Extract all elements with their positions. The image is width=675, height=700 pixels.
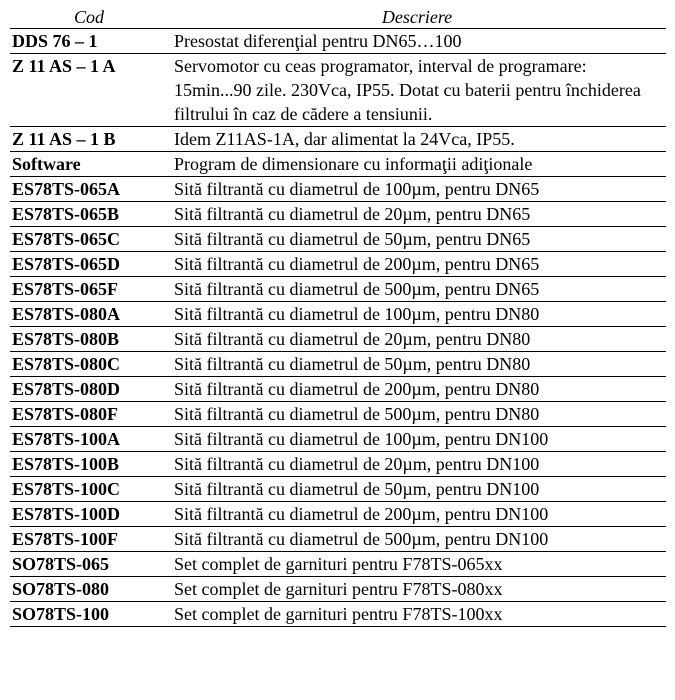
cell-description: Sită filtrantă cu diametrul de 500µm, pentru DN80: [168, 402, 666, 427]
accessories-table-container: [10, 6, 666, 627]
table-row: [10, 177, 666, 202]
cell-description: Sită filtrantă cu diametrul de 100µm, pentru DN80: [168, 302, 666, 327]
table-row: [10, 402, 666, 427]
table-row: [10, 227, 666, 252]
cell-code: SO78TS-065: [10, 552, 168, 577]
table-row: [10, 477, 666, 502]
cell-description: Sită filtrantă cu diametrul de 200µm, pentru DN80: [168, 377, 666, 402]
table-row: [10, 202, 666, 227]
cell-description: Sită filtrantă cu diametrul de 500µm, pentru DN65: [168, 277, 666, 302]
column-header-description: Descriere: [168, 6, 666, 29]
table-row: [10, 252, 666, 277]
cell-code: ES78TS-065F: [10, 277, 168, 302]
cell-code: ES78TS-080F: [10, 402, 168, 427]
cell-description: Sită filtrantă cu diametrul de 500µm, pentru DN100: [168, 527, 666, 552]
cell-description: Set complet de garnituri pentru F78TS-065xx: [168, 552, 666, 577]
cell-code: ES78TS-100B: [10, 452, 168, 477]
table-header-row: [10, 6, 666, 29]
cell-code: ES78TS-080D: [10, 377, 168, 402]
accessories-table: [10, 6, 666, 627]
table-row: [10, 302, 666, 327]
table-row: [10, 152, 666, 177]
cell-code: Software: [10, 152, 168, 177]
cell-description: Presostat diferenţial pentru DN65…100: [168, 29, 666, 54]
cell-description: Sită filtrantă cu diametrul de 50µm, pentru DN65: [168, 227, 666, 252]
cell-description: Sită filtrantă cu diametrul de 50µm, pentru DN80: [168, 352, 666, 377]
cell-code: ES78TS-065D: [10, 252, 168, 277]
table-row: [10, 427, 666, 452]
table-row: [10, 377, 666, 402]
cell-code: ES78TS-100C: [10, 477, 168, 502]
cell-description: Sită filtrantă cu diametrul de 100µm, pentru DN65: [168, 177, 666, 202]
cell-code: SO78TS-100: [10, 602, 168, 627]
table-row: [10, 452, 666, 477]
table-row: [10, 502, 666, 527]
cell-code: SO78TS-080: [10, 577, 168, 602]
cell-code: DDS 76 – 1: [10, 29, 168, 54]
table-row: [10, 327, 666, 352]
cell-code: ES78TS-065C: [10, 227, 168, 252]
table-row: [10, 277, 666, 302]
cell-description: Sită filtrantă cu diametrul de 100µm, pentru DN100: [168, 427, 666, 452]
table-row: [10, 602, 666, 627]
cell-description: Sită filtrantă cu diametrul de 20µm, pentru DN65: [168, 202, 666, 227]
table-row: [10, 54, 666, 127]
cell-code: ES78TS-080C: [10, 352, 168, 377]
cell-code: ES78TS-080B: [10, 327, 168, 352]
table-row: [10, 552, 666, 577]
cell-code: ES78TS-100D: [10, 502, 168, 527]
cell-code: ES78TS-065A: [10, 177, 168, 202]
cell-description: Sită filtrantă cu diametrul de 200µm, pentru DN100: [168, 502, 666, 527]
cell-description: Servomotor cu ceas programator, interval de programare: 15min...90 zile. 230Vca, IP55. Dotat cu baterii pentru închiderea filtrului în caz de cădere a tensiunii.: [168, 54, 666, 127]
cell-code: Z 11 AS – 1 B: [10, 127, 168, 152]
table-row: [10, 29, 666, 54]
cell-description: Program de dimensionare cu informaţii adiţionale: [168, 152, 666, 177]
cell-code: ES78TS-080A: [10, 302, 168, 327]
table-row: [10, 577, 666, 602]
table-row: [10, 352, 666, 377]
cell-code: Z 11 AS – 1 A: [10, 54, 168, 127]
cell-description: Sită filtrantă cu diametrul de 20µm, pentru DN80: [168, 327, 666, 352]
table-row: [10, 527, 666, 552]
cell-description: Idem Z11AS-1A, dar alimentat la 24Vca, IP55.: [168, 127, 666, 152]
cell-description: Sită filtrantă cu diametrul de 50µm, pentru DN100: [168, 477, 666, 502]
cell-code: ES78TS-100A: [10, 427, 168, 452]
cell-code: ES78TS-065B: [10, 202, 168, 227]
cell-description: Set complet de garnituri pentru F78TS-100xx: [168, 602, 666, 627]
cell-description: Sită filtrantă cu diametrul de 200µm, pentru DN65: [168, 252, 666, 277]
cell-code: ES78TS-100F: [10, 527, 168, 552]
table-row: [10, 127, 666, 152]
cell-description: Set complet de garnituri pentru F78TS-080xx: [168, 577, 666, 602]
cell-description: Sită filtrantă cu diametrul de 20µm, pentru DN100: [168, 452, 666, 477]
column-header-code: Cod: [10, 6, 168, 29]
